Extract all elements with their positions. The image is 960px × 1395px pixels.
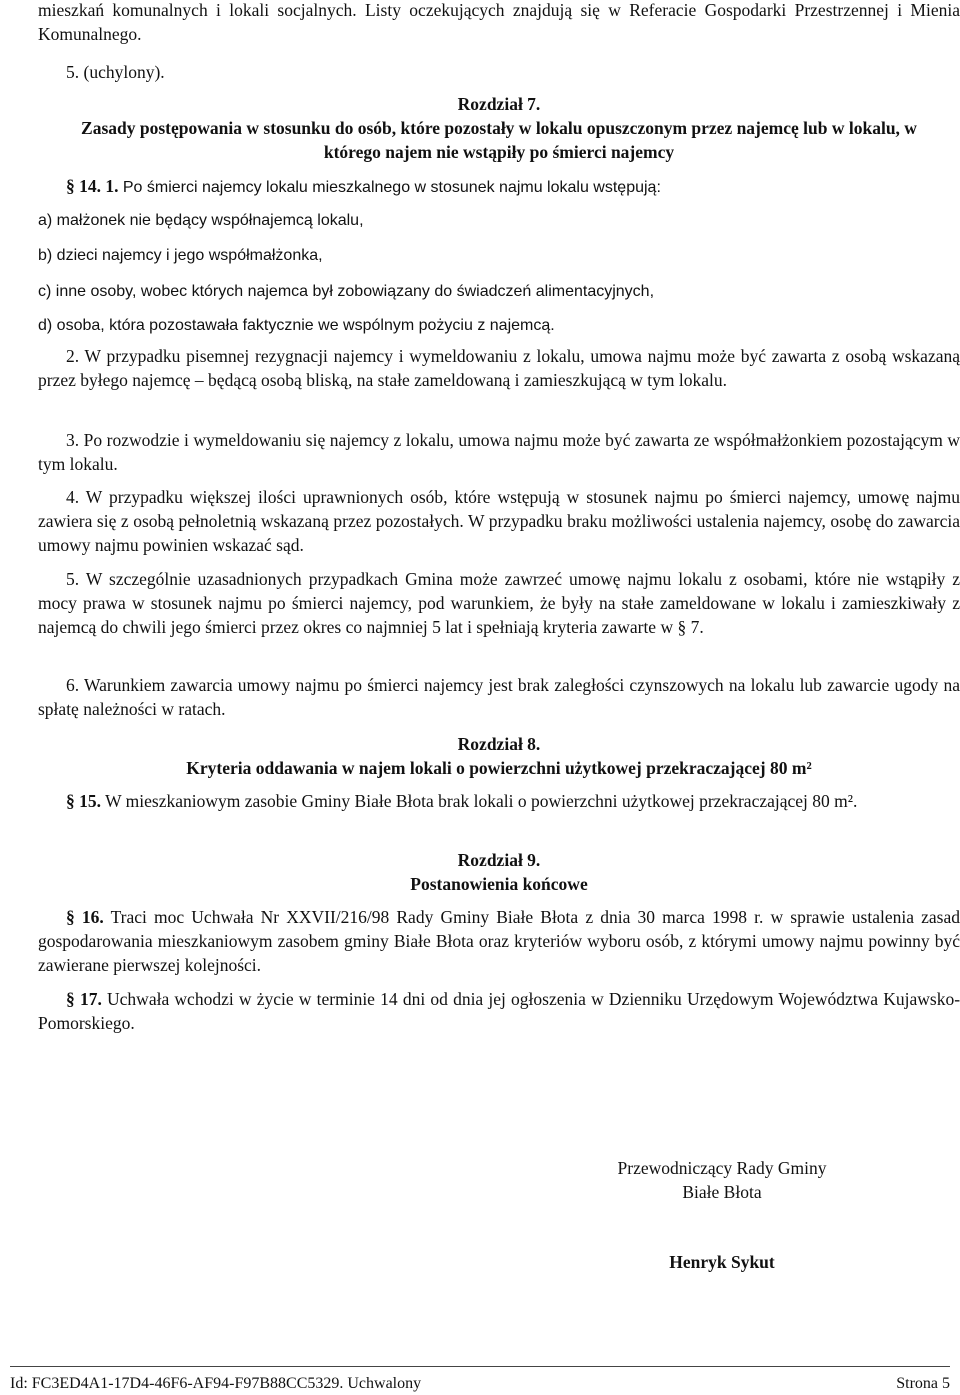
paragraph-6: 6. Warunkiem zawarcia umowy najmu po śmierci najemcy jest brak zaległości czynszowych na lokalu lub zawarcie ugody na spłatę należności w ratach. bbox=[38, 675, 960, 719]
signature-name: Henryk Sykut bbox=[669, 1252, 775, 1272]
chapter-8-subtitle: Kryteria oddawania w najem lokali o powierzchni użytkowej przekraczającej 80 m² bbox=[186, 758, 812, 778]
list-item: d) osoba, która pozostawała faktycznie we wspólnym pożyciu z najemcą. bbox=[38, 317, 555, 334]
paragraph-3: 3. Po rozwodzie i wymeldowaniu się najemcy z lokalu, umowa najmu może być zawarta ze współmałżonkiem pozostającym w tym lokalu. bbox=[38, 430, 960, 474]
page-number: Strona 5 bbox=[896, 1375, 950, 1392]
section-15 bbox=[38, 789, 960, 813]
chapter-9-subtitle: Postanowienia końcowe bbox=[410, 874, 588, 894]
section-16 bbox=[38, 905, 960, 977]
page-footer bbox=[10, 1366, 950, 1394]
list-item: c) inne osoby, wobec których najemca był zobowiązany do świadczeń alimentacyjnych, bbox=[38, 283, 655, 300]
section-16-text: Traci moc Uchwała Nr XXVII/216/98 Rady Gminy Białe Błota z dnia 30 marca 1998 r. w sprawie ustalenia zasad gospodarowania mieszkaniowym zasobem gminy Białe Błota oraz kryteriów wyboru osób, z którymi umowy najmu powinny być zawierane pierwszej kolejności. bbox=[38, 907, 960, 975]
section-17-text: Uchwała wchodzi w życie w terminie 14 dni od dnia jej ogłoszenia w Dzienniku Urzędowym Województwa Kujawsko-Pomorskiego. bbox=[38, 989, 960, 1033]
section-14-text: Po śmierci najemcy lokalu mieszkalnego w stosunek najmu lokalu wstępują: bbox=[122, 179, 661, 196]
paragraph-5-repealed: 5. (uchylony). bbox=[66, 62, 165, 82]
section-14 bbox=[66, 174, 960, 200]
paragraph-4: 4. W przypadku większej ilości uprawnionych osób, które wstępują w stosunek najmu po śmierci najemcy, umowę najmu zawiera się z osobą pełnoletnią wskazaną przez pozostałych. W przypadku braku możliwości ustalenia najemcy, osobę do zawarcia umowy najmu powinien wskazać sąd. bbox=[38, 487, 960, 555]
section-14-label: § 14. bbox=[66, 176, 101, 196]
signature-role-line2: Białe Błota bbox=[682, 1182, 762, 1202]
signature-role bbox=[560, 1156, 884, 1204]
list-item: b) dzieci najemcy i jego współmałżonka, bbox=[38, 247, 323, 264]
section-15-label: § 15. bbox=[66, 791, 101, 811]
signature-role-line1: Przewodniczący Rady Gminy bbox=[617, 1158, 827, 1178]
paragraph-5: 5. W szczególnie uzasadnionych przypadkach Gmina może zawrzeć umowę najmu lokalu z osobami, które nie wstąpiły z mocy prawa w stosunek najmu po śmierci najemcy, pod warunkiem, że były na stałe zameldowane w lokalu i zamieszkiwały z najemcą do chwili jego śmierci przez okres co najmniej 5 lat i spełniają kryteria zawarte w § 7. bbox=[38, 569, 960, 637]
chapter-9-title: Rozdział 9. bbox=[457, 850, 541, 870]
section-15-text: W mieszkaniowym zasobie Gminy Białe Błota brak lokali o powierzchni użytkowej przekraczającej 80 m². bbox=[105, 791, 858, 811]
intro-paragraph: mieszkań komunalnych i lokali socjalnych. Listy oczekujących znajdują się w Referacie Gospodarki Przestrzennej i Mienia Komunalnego. bbox=[38, 0, 960, 44]
chapter-7-title: Rozdział 7. bbox=[457, 94, 541, 114]
document-id: Id: FC3ED4A1-17D4-46F6-AF94-F97B88CC5329. Uchwalony bbox=[10, 1375, 422, 1392]
section-14-num: 1. bbox=[105, 176, 119, 196]
section-17 bbox=[38, 987, 960, 1035]
chapter-8-title: Rozdział 8. bbox=[457, 734, 541, 754]
list-item: a) małżonek nie będący współnajemcą lokalu, bbox=[38, 212, 364, 229]
section-16-label: § 16. bbox=[66, 907, 104, 927]
chapter-7-subtitle: Zasady postępowania w stosunku do osób, które pozostały w lokalu opuszczonym przez najemcę lub w lokalu, w którego najem nie wstąpiły po śmierci najemcy bbox=[81, 118, 917, 162]
paragraph-2: 2. W przypadku pisemnej rezygnacji najemcy i wymeldowaniu z lokalu, umowa najmu może być zawarta z osobą wskazaną przez byłego najemcę – będącą osobą bliską, na stałe zameldowaną i zamieszkującą w tym lokalu. bbox=[38, 346, 960, 390]
section-17-label: § 17. bbox=[66, 989, 102, 1009]
